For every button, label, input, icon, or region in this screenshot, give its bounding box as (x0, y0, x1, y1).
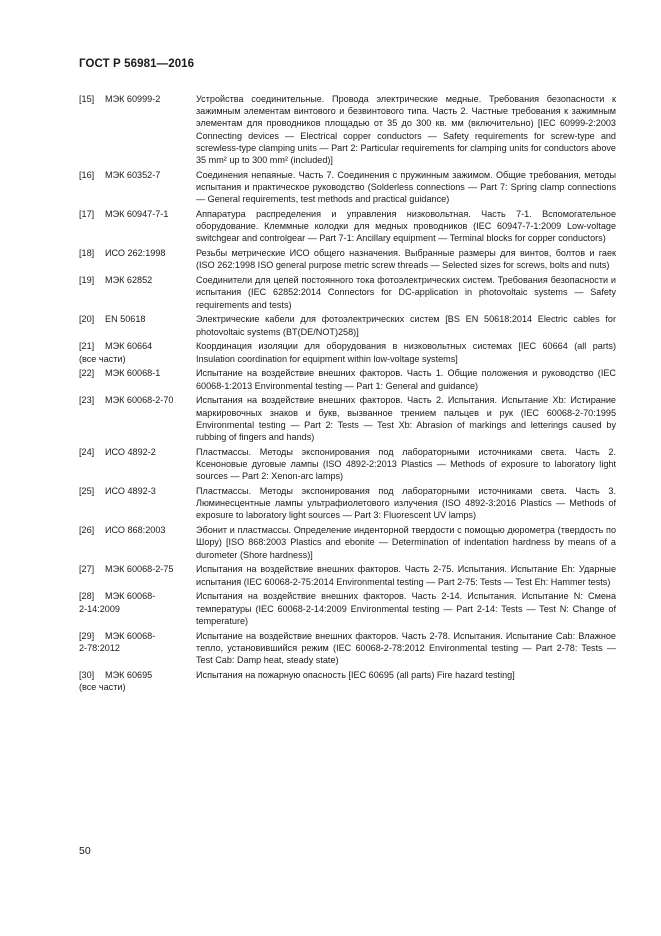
reference-number: [19] (79, 275, 95, 286)
reference-row (79, 169, 616, 208)
standard-code-continuation: (все части) (79, 682, 126, 693)
reference-description: Пластмассы. Методы экспонирования под лабораторными источниками света. Часть 3. Люминесцентные лампы ультрафиолетового излучения (ISO 4892-3:2016 Plastics — Methods of exposure to laboratory light sources — Part 3: Fluorescent UV lamps) (196, 486, 616, 521)
standard-code: МЭК 60068- (105, 630, 156, 641)
reference-standard (105, 524, 196, 563)
reference-standard (105, 563, 196, 590)
reference-description: Устройства соединительные. Провода электрические медные. Требования безопасности к зажимным элементам винтового и безвинтового типа. Часть 2. Частные требования к зажимным элементам для проводников площадью от 35 до 300 кв. мм (включительно) [IEC 60999-2:2003 Connecting devices — Electrical copper conductors — Safety requirements for screw-type and screwless-type clamping units — Part 2: Particular requirements for clamping units for conductors above 35 mm² up to 300 mm² (included)] (196, 94, 616, 166)
reference-standard (105, 208, 196, 247)
reference-row (79, 93, 616, 169)
reference-number: [27] (79, 564, 95, 575)
reference-row (79, 485, 616, 524)
reference-standard (105, 247, 196, 274)
standard-code: МЭК 60352-7 (105, 169, 161, 180)
standard-code: EN 50618 (105, 314, 146, 325)
standard-code: МЭК 60068-1 (105, 368, 161, 379)
standard-code: ИСО 4892-2 (105, 446, 156, 457)
reference-description: Резьбы метрические ИСО общего назначения. Выбранные размеры для винтов, болтов и гаек (ISO 262:1998 ISO general purpose metric screw threads — Selected sizes for screws, bolts and nuts) (196, 248, 616, 271)
reference-row (79, 247, 616, 274)
reference-row (79, 524, 616, 563)
reference-number: [20] (79, 314, 95, 325)
standard-code-continuation: 2-14:2009 (79, 603, 120, 614)
standard-code-continuation: 2-78:2012 (79, 642, 120, 653)
reference-description: Электрические кабели для фотоэлектрических систем [BS EN 50618:2014 Electric cables for photovoltaic systems (BT(DE/NOT)258)] (196, 314, 616, 337)
reference-description: Испытание на воздействие внешних факторов. Часть 1. Общие положения и руководство (IEC 60068-1:2013 Environmental testing — Part 1: General and guidance) (196, 368, 616, 391)
reference-row (79, 394, 616, 445)
reference-number: [28] (79, 591, 95, 602)
reference-description: Соединения непаяные. Часть 7. Соединения с пружинным зажимом. Общие требования, методы испытания и практическое руководство (Solderless connections — Part 7: Spring clamp connections — General requirements, test methods and practical guidance) (196, 169, 616, 205)
standard-code: МЭК 60947-7-1 (105, 209, 169, 220)
reference-number: [22] (79, 368, 95, 379)
reference-row (79, 313, 616, 340)
standard-code: МЭК 60664 (105, 341, 153, 352)
bibliography-body (79, 93, 616, 696)
reference-number: [29] (79, 630, 95, 641)
standard-code: МЭК 60695 (105, 669, 153, 680)
reference-row (79, 446, 616, 485)
reference-standard (105, 93, 196, 169)
reference-description: Испытание на воздействие внешних факторов. Часть 2-78. Испытания. Испытание Cab: Влажное тепло, установившийся режим (IEC 60068-2-78:2012 Environmental testing — Part 2-78: Tests — Test Cab: Damp heat, steady state) (196, 630, 616, 666)
reference-standard (105, 394, 196, 445)
reference-description: Координация изоляции для оборудования в низковольтных системах [IEC 60664 (all parts) Insulation coordination for equipment within low-voltage systems] (196, 341, 616, 364)
reference-number: [25] (79, 486, 95, 497)
page-number: 50 (79, 845, 91, 857)
standard-code: МЭК 60999-2 (105, 94, 161, 104)
reference-description: Испытания на воздействие внешних факторов. Часть 2-14. Испытания. Испытание N: Смена температуры (IEC 60068-2-14:2009 Environmental testing — Part 2-14: Tests — Test N: Change of temperature) (196, 591, 616, 626)
document-header: ГОСТ Р 56981—2016 (79, 58, 195, 70)
reference-row (79, 367, 616, 394)
reference-number: [21] (79, 341, 95, 352)
reference-description: Соединители для цепей постоянного тока фотоэлектрических систем. Требования безопасности и испытания (IEC 62852:2014 Connectors for DC-application in photovoltaic systems — Safety requirements and tests) (196, 275, 616, 310)
reference-description: Испытания на воздействие внешних факторов. Часть 2. Испытания. Испытание Xb: Истирание маркировочных знаков и букв, вызванное трением пальцев и рук (IEC 60068-2-70:1995 Environmental testing — Part 2: Tests — Test Xb: Abrasion of markings and letterings caused by rubbing of fingers and hands) (196, 395, 616, 443)
reference-standard (105, 274, 196, 313)
reference-row (79, 563, 616, 590)
reference-row (79, 340, 616, 367)
reference-number: [30] (79, 669, 95, 680)
reference-standard (105, 367, 196, 394)
reference-standard (105, 313, 196, 340)
reference-row (79, 590, 616, 629)
reference-description: Пластмассы. Методы экспонирования под лабораторными источниками света. Часть 2. Ксеноновые дуговые лампы (ISO 4892-2:2013 Plastics — Methods of exposure to laboratory light sources — Part 2: Xenon-arc lamps) (196, 446, 616, 482)
reference-standard (105, 485, 196, 524)
reference-standard (105, 446, 196, 485)
reference-description: Испытания на воздействие внешних факторов. Часть 2-75. Испытания. Испытание Eh: Ударные испытания (IEC 60068-2-75:2014 Environmental testing — Part 2-75: Tests — Test Eh: Hammer tests) (196, 564, 616, 587)
reference-number: [17] (79, 209, 95, 220)
reference-row (79, 274, 616, 313)
standard-code: МЭК 60068- (105, 591, 156, 602)
standard-code: ИСО 868:2003 (105, 525, 166, 536)
reference-number: [18] (79, 248, 95, 259)
reference-number: [23] (79, 395, 95, 406)
reference-row (79, 630, 616, 669)
standard-code: МЭК 62852 (105, 275, 153, 286)
reference-number: [26] (79, 525, 95, 536)
reference-description: Аппаратура распределения и управления низковольтная. Часть 7-1. Вспомогательное оборудование. Клеммные колодки для медных проводников (IEC 60947-7-1:2009 Low-voltage switchgear and controlgear — Part 7-1: Ancillary equipment — Terminal blocks for copper conductors) (196, 209, 616, 244)
standard-code-continuation: (все части) (79, 353, 126, 364)
standard-code: МЭК 60068-2-70 (105, 395, 174, 406)
reference-row (79, 669, 616, 696)
reference-number: [24] (79, 446, 95, 457)
standard-code: МЭК 60068-2-75 (105, 564, 174, 575)
reference-row (79, 208, 616, 247)
reference-standard (105, 169, 196, 208)
bibliography-table (79, 93, 616, 696)
reference-number: [16] (79, 169, 95, 180)
standard-code: ИСО 4892-3 (105, 486, 156, 497)
reference-description: Эбонит и пластмассы. Определение инденторной твердости с помощью дюрометра (твердость по Шору) [ISO 868:2003 Plastics and ebonite — Determination of indentation hardness by means of a durometer (Shore hardness)] (196, 525, 616, 560)
standard-code: ИСО 262:1998 (105, 248, 166, 259)
reference-description: Испытания на пожарную опасность [IEC 60695 (all parts) Fire hazard testing] (196, 669, 515, 680)
reference-number: [15] (79, 94, 95, 104)
